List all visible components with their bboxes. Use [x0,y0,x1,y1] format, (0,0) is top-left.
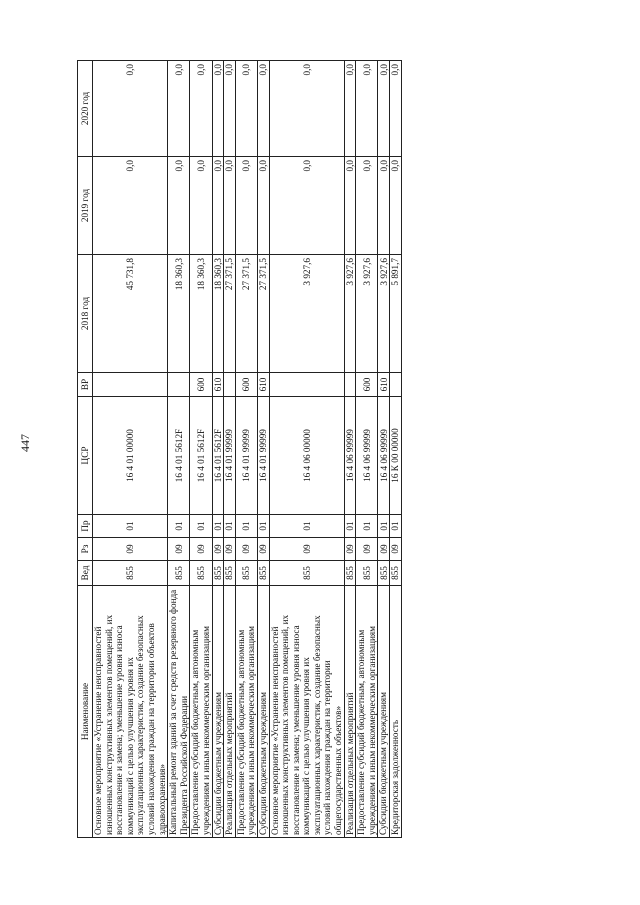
row-pr: 01 [212,515,224,538]
table-header-row [78,61,93,838]
row-2018: 18 360,3 [168,255,190,373]
row-2019: 0,0 [356,157,378,255]
row-pr: 01 [235,515,257,538]
row-rz: 09 [224,538,236,561]
row-name: Предоставление субсидий бюджетным, автономным учреждениям и иным некоммерческим организациям [235,586,257,838]
row-pr: 01 [93,515,168,538]
header-rz: Рз [78,538,93,561]
row-vr [390,373,402,397]
row-ved: 855 [390,561,402,586]
row-2018: 3 927,6 [344,255,356,373]
row-ved: 855 [257,561,269,586]
row-2018: 27 371,5 [257,255,269,373]
row-name: Основное мероприятие «Устранение неисправностей изношенных конструктивных элементов помещений, их восстановление и замена; уменьшение уровня износа коммуникаций с целью улучшения уровня их эксплуатационных характеристик, создание безопасных условий нахождения граждан на территории объектов здравоохранения» [93,586,168,838]
row-2020: 0,0 [224,61,236,157]
table-row [224,61,236,838]
row-name: Капитальный ремонт зданий за счет средств резервного фонда Президента Российской Федерации [168,586,190,838]
row-csr: 16 4 01 99999 [257,397,269,515]
table-row [269,61,344,838]
row-2019: 0,0 [344,157,356,255]
budget-table-container [77,61,521,838]
row-pr: 01 [190,515,212,538]
header-csr: ЦСР [78,397,93,515]
row-name: Кредиторская задолженность [390,586,402,838]
row-2019: 0,0 [235,157,257,255]
row-name: Предоставление субсидий бюджетным, автономным учреждениям и иным некоммерческим организациям [190,586,212,838]
row-csr: 16 К 00 00000 [390,397,402,515]
row-2019: 0,0 [212,157,224,255]
row-vr: 600 [190,373,212,397]
row-csr: 16 4 01 5612F [190,397,212,515]
row-2020: 0,0 [378,61,390,157]
header-2018: 2018 год [78,255,93,373]
table-row [212,61,224,838]
row-2020: 0,0 [93,61,168,157]
row-2018: 3 927,6 [378,255,390,373]
row-name: Реализация отдельных мероприятий [344,586,356,838]
row-rz: 09 [378,538,390,561]
row-2018: 18 360,3 [190,255,212,373]
row-2019: 0,0 [190,157,212,255]
row-vr [269,373,344,397]
table-row [257,61,269,838]
row-rz: 09 [269,538,344,561]
row-2020: 0,0 [257,61,269,157]
row-name: Субсидии бюджетным учреждениям [212,586,224,838]
row-name: Субсидии бюджетным учреждениям [257,586,269,838]
row-2020: 0,0 [212,61,224,157]
row-2018: 3 927,6 [269,255,344,373]
row-rz: 09 [257,538,269,561]
row-2018: 5 891,7 [390,255,402,373]
row-pr: 01 [344,515,356,538]
page-number: 447 [18,434,32,452]
row-ved: 855 [212,561,224,586]
table-row [168,61,190,838]
row-csr: 16 4 06 99999 [344,397,356,515]
row-csr: 16 4 01 5612F [168,397,190,515]
row-pr: 01 [269,515,344,538]
row-csr: 16 4 01 99999 [224,397,236,515]
row-pr: 01 [168,515,190,538]
row-2018: 27 371,5 [224,255,236,373]
row-2020: 0,0 [235,61,257,157]
row-2020: 0,0 [390,61,402,157]
row-2018: 3 927,6 [356,255,378,373]
row-vr [168,373,190,397]
row-name: Предоставление субсидий бюджетным, автономным учреждениям и иным некоммерческим организациям [356,586,378,838]
table-row [378,61,390,838]
row-2020: 0,0 [356,61,378,157]
row-ved: 855 [235,561,257,586]
row-2019: 0,0 [269,157,344,255]
row-csr: 16 4 06 00000 [269,397,344,515]
row-2018: 27 371,5 [235,255,257,373]
row-rz: 09 [356,538,378,561]
row-name: Основное мероприятие «Устранение неисправностей изношенных конструктивных элементов помещений, их восстановление и замена; уменьшение уровня износа коммуникаций с целью улучшения уровня их эксплуатационных характеристик, создание безопасных условий нахождения граждан на территории общегосударственных объектов» [269,586,344,838]
row-2020: 0,0 [269,61,344,157]
row-vr: 610 [212,373,224,397]
row-ved: 855 [378,561,390,586]
row-2019: 0,0 [378,157,390,255]
header-2019: 2019 год [78,157,93,255]
table-row [344,61,356,838]
table-row [390,61,402,838]
row-pr: 01 [390,515,402,538]
row-rz: 09 [344,538,356,561]
row-rz: 09 [390,538,402,561]
row-2018: 18 360,3 [212,255,224,373]
row-2020: 0,0 [344,61,356,157]
row-csr: 16 4 01 5612F [212,397,224,515]
row-name: Реализация отдельных мероприятий [224,586,236,838]
row-2019: 0,0 [257,157,269,255]
row-pr: 01 [224,515,236,538]
row-rz: 09 [212,538,224,561]
row-ved: 855 [269,561,344,586]
row-vr [224,373,236,397]
row-ved: 855 [356,561,378,586]
row-ved: 855 [93,561,168,586]
row-vr [344,373,356,397]
row-2019: 0,0 [224,157,236,255]
row-csr: 16 4 01 00000 [93,397,168,515]
row-rz: 09 [93,538,168,561]
row-2019: 0,0 [390,157,402,255]
row-2020: 0,0 [168,61,190,157]
row-name: Субсидии бюджетным учреждениям [378,586,390,838]
row-vr: 610 [257,373,269,397]
table-row [93,61,168,838]
header-vr: ВР [78,373,93,397]
row-2018: 45 731,8 [93,255,168,373]
row-pr: 01 [257,515,269,538]
header-2020: 2020 год [78,61,93,157]
row-rz: 09 [168,538,190,561]
row-ved: 855 [168,561,190,586]
row-2019: 0,0 [93,157,168,255]
row-ved: 855 [224,561,236,586]
row-vr: 600 [356,373,378,397]
row-ved: 855 [190,561,212,586]
table-row [356,61,378,838]
row-vr: 610 [378,373,390,397]
row-csr: 16 4 06 99999 [378,397,390,515]
header-ved: Вед [78,561,93,586]
row-pr: 01 [356,515,378,538]
header-name: Наименование [78,586,93,838]
table-row [235,61,257,838]
row-vr: 600 [235,373,257,397]
header-pr: Пр [78,515,93,538]
table-body [93,61,402,838]
budget-table [77,60,402,838]
table-row [190,61,212,838]
row-2020: 0,0 [190,61,212,157]
row-2019: 0,0 [168,157,190,255]
row-csr: 16 4 06 99999 [356,397,378,515]
row-vr [93,373,168,397]
row-rz: 09 [190,538,212,561]
row-ved: 855 [344,561,356,586]
row-pr: 01 [378,515,390,538]
row-rz: 09 [235,538,257,561]
row-csr: 16 4 01 99999 [235,397,257,515]
